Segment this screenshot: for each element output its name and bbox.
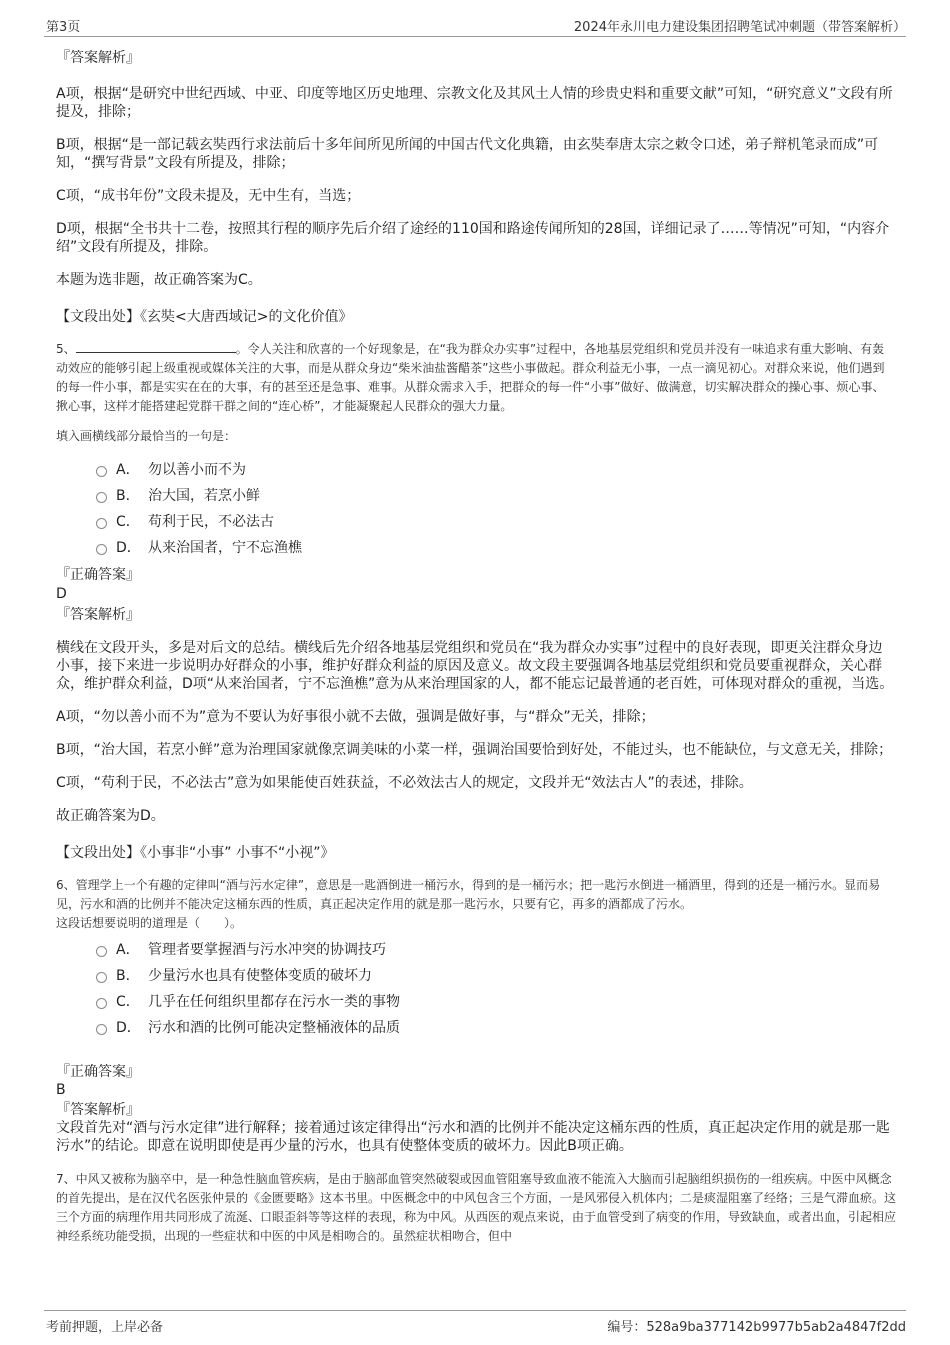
q4-conclusion: 本题为选非题，故正确答案为C。 [56, 272, 262, 288]
document-code-label: 编号： [607, 1320, 647, 1335]
q6-option-d[interactable]: D． 污水和酒的比例可能决定整桶液体的品质 [56, 1015, 896, 1041]
q5-options [56, 457, 896, 561]
radio-icon[interactable] [96, 972, 107, 983]
q5-option-b[interactable]: B． 治大国，若烹小鲜 [56, 483, 896, 509]
q6-prompt: 这段话想要说明的道理是（ ）。 [56, 916, 243, 930]
q5-analysis-label: 『答案解析』 [56, 607, 140, 623]
q5-option-d[interactable]: D． 从来治国者，宁不忘渔樵 [56, 535, 896, 561]
page-number: 第3页 [46, 20, 81, 35]
document-title: 2024年永川电力建设集团招聘笔试冲刺题（带答案解析） [573, 20, 906, 35]
q5-analysis-para: 横线在文段开头，多是对后文的总结。横线后先介绍各地基层党组织和党员在“我为群众办实事”过程中的良好表现，即更关注群众身边小事，接下来进一步说明办好群众的小事，维护好群众利益的原因及意义。故文段主要强调各地基层党组织和党员要重视群众，关心群众，维护群众利益，D项“从来治国者，宁不忘渔樵”意为从来治理国家的人，都不能忘记最普通的老百姓，可体现对群众的重视，当选。 [56, 640, 894, 692]
document-code-value: 528a9ba377142b9977b5ab2a4847f2dd [646, 1320, 906, 1335]
page-footer [44, 1310, 906, 1335]
radio-icon[interactable] [96, 492, 107, 503]
q6-analysis: 文段首先对“酒与污水定律”进行解释；接着通过该定律得出“污水和酒的比例并不能决定这桶东西的性质，真正起决定作用的就是那一匙污水”的结论。即意在说明即使是再少量的污水，也具有使整体变质的破坏力。因此B项正确。 [56, 1120, 890, 1154]
fill-blank [76, 340, 236, 353]
q5-stem-text: 。令人关注和欣喜的一个好现象是，在“我为群众办实事”过程中，各地基层党组织和党员并没有一味追求有重大影响、有轰动效应的能够引起上级重视或媒体关注的大事，而是从群众身边“柴米油盐酱醋茶”这些小事做起。群众利益无小事，一点一滴见初心。对群众来说，他们遇到的每一件小事，都是实实在在的大事，有的甚至还是急事、难事。从群众需求入手，把群众的每一件“小事”做好、做满意，切实解决群众的操心事、烦心事、揪心事，这样才能搭建起党群干群之间的“连心桥”，才能凝聚起人民群众的强大力量。 [56, 342, 885, 413]
q5-conclusion: 故正确答案为D。 [56, 808, 165, 824]
q5-answer: D [56, 586, 67, 602]
q4-analysis-para: D项，根据“全书共十二卷，按照其行程的顺序先后介绍了途经的110国和路途传闻所知的28国，详细记录了……等情况”可知，“内容介绍”文段有所提及，排除。 [56, 221, 890, 255]
radio-icon[interactable] [96, 998, 107, 1009]
radio-icon[interactable] [96, 518, 107, 529]
document-body [56, 44, 896, 1246]
q4-analysis-para: B项，根据“是一部记载玄奘西行求法前后十多年间所见所闻的中国古代文化典籍，由玄奘奉唐太宗之敕令口述，弟子辩机笔录而成”可知，“撰写背景”文段有所提及，排除； [56, 137, 879, 171]
q7-stem: 7、中风又被称为脑卒中，是一种急性脑血管疾病，是由于脑部血管突然破裂或因血管阻塞导致血液不能流入大脑而引起脑组织损伤的一组疾病。中医中风概念的首先提出，是在汉代名医张仲景的《金匮要略》这本书里。中医概念中的中风包含三个方面，一是风邪侵入机体内；二是痰湿阻塞了经络；三是气滞血瘀。这三个方面的病理作用共同形成了流涎、口眼歪斜等等这样的表现，称为中风。从西医的观点来说，由于血管受到了病变的作用，导致缺血，或者出血，引起相应神经系统功能受损，出现的一些症状和中医的中风是相吻合的。虽然症状相吻合，但中 [56, 1172, 897, 1243]
q6-analysis-label: 『答案解析』 [56, 1102, 140, 1118]
radio-icon[interactable] [96, 544, 107, 555]
q5-analysis-para: B项，“治大国，若烹小鲜”意为治理国家就像烹调美味的小菜一样，强调治国要恰到好处，不能过头，也不能缺位，与文意无关，排除； [56, 742, 893, 758]
radio-icon[interactable] [96, 1024, 107, 1035]
q4-source: 【文段出处】《玄奘<大唐西域记>的文化价值》 [56, 309, 353, 325]
q5-analysis-para: C项，“苟利于民，不必法古”意为如果能使百姓获益，不必效法古人的规定，文段并无“效法古人”的表述，排除。 [56, 775, 753, 791]
q5-prompt: 填入画横线部分最恰当的一句是： [56, 429, 237, 443]
q5-source: 【文段出处】《小事非“小事” 小事不“小视”》 [56, 845, 335, 861]
q5-option-a[interactable]: A． 勿以善小而不为 [56, 457, 896, 483]
q5-number: 5、 [56, 342, 76, 356]
q4-analysis-para: A项，根据“是研究中世纪西域、中亚、印度等地区历史地理、宗教文化及其风土人情的珍贵史料和重要文献”可知，“研究意义”文段有所提及，排除； [56, 86, 893, 120]
q6-options [56, 937, 896, 1041]
footer-slogan: 考前押题，上岸必备 [46, 1320, 164, 1335]
q4-analysis-para: C项，“成书年份”文段未提及，无中生有，当选； [56, 188, 361, 204]
q5-option-c[interactable]: C． 苟利于民，不必法古 [56, 509, 896, 535]
page-header [44, 14, 906, 37]
document-code [607, 1316, 906, 1335]
q4-analysis-label: 『答案解析』 [56, 50, 140, 66]
q6-option-b[interactable]: B． 少量污水也具有使整体变质的破坏力 [56, 963, 896, 989]
q6-answer: B [56, 1082, 66, 1098]
q5-analysis-para: A项，“勿以善小而不为”意为不要认为好事很小就不去做，强调是做好事，与“群众”无关，排除； [56, 709, 655, 725]
q5-stem [56, 340, 896, 416]
q5-answer-label: 『正确答案』 [56, 567, 140, 583]
radio-icon[interactable] [96, 466, 107, 477]
q6-stem: 6、管理学上一个有趣的定律叫“酒与污水定律”，意思是一匙酒倒进一桶污水，得到的是一桶污水；把一匙污水倒进一桶酒里，得到的还是一桶污水。显而易见，污水和酒的比例并不能决定这桶东西的性质，真正起决定作用的就是那一匙污水，只要有它，再多的酒都成了污水。 [56, 878, 881, 911]
q6-option-c[interactable]: C． 几乎在任何组织里都存在污水一类的事物 [56, 989, 896, 1015]
q6-option-a[interactable]: A． 管理者要掌握酒与污水冲突的协调技巧 [56, 937, 896, 963]
q6-answer-label: 『正确答案』 [56, 1064, 140, 1080]
radio-icon[interactable] [96, 946, 107, 957]
